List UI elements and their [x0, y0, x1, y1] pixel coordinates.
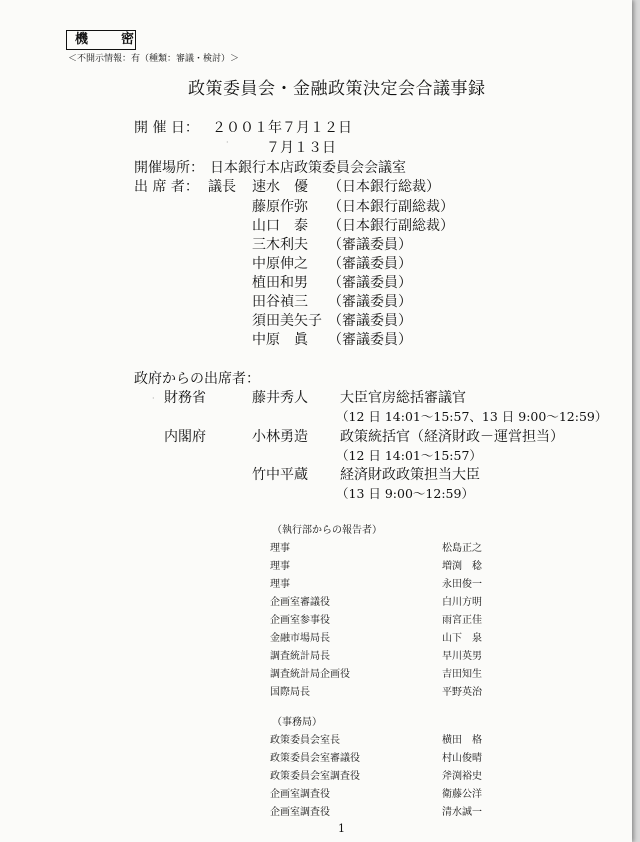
gov-title: 政策統括官（経済財政－運営担当）	[340, 429, 564, 445]
sec-title: 政策委員会室調査役	[270, 771, 360, 782]
exec-title: 企画室審議役	[270, 597, 330, 608]
attendee-name: 山口 泰	[252, 218, 308, 234]
exec-title: 調査統計局企画役	[270, 669, 350, 680]
exec-name: 平野英治	[442, 687, 482, 698]
exec-name: 雨宮正佳	[442, 615, 482, 626]
exec-name: 永田俊一	[442, 579, 482, 590]
sec-name: 村山俊晴	[442, 753, 482, 764]
gov-title: 経済財政政策担当大臣	[340, 467, 480, 483]
attendee-role: （日本銀行副総裁）	[328, 218, 454, 234]
date-2: ７月１３日	[266, 140, 336, 156]
attendees-label: 出 席 者：	[134, 179, 199, 195]
secretariat-label: （事務局）	[272, 717, 322, 728]
attendee-role: （日本銀行総裁）	[328, 179, 440, 195]
gov-time: （12 日 14:01～15:57、13 日 9:00～12:59）	[336, 409, 608, 424]
government-label: 政府からの出席者：	[134, 371, 260, 387]
sec-name: 横田 格	[442, 735, 482, 746]
document-title: 政策委員会・金融政策決定会合議事録	[188, 79, 486, 99]
attendee-role: （日本銀行副総裁）	[328, 199, 454, 215]
attendee-name: 須田美矢子	[252, 313, 322, 329]
gov-name: 藤井秀人	[252, 390, 308, 406]
exec-title: 金融市場局長	[270, 633, 330, 644]
place-label: 開催場所：	[134, 160, 204, 176]
attendee-role: （審議委員）	[328, 313, 412, 329]
gov-ministry: 財務省	[164, 390, 206, 406]
sec-title: 政策委員会室審議役	[270, 753, 360, 764]
sec-title: 企画室調査役	[270, 789, 330, 800]
attendee-role: （審議委員）	[328, 275, 412, 291]
attendee-role: （審議委員）	[328, 332, 412, 348]
date-1: ２００１年７月１２日	[212, 120, 352, 136]
sec-title: 企画室調査役	[270, 807, 330, 818]
attendee-name: 田谷禎三	[252, 294, 308, 310]
exec-title: 理事	[270, 579, 290, 590]
place-value: 日本銀行本店政策委員会会議室	[210, 160, 406, 176]
attendee-role: （審議委員）	[328, 237, 412, 253]
attendee-name: 植田和男	[252, 275, 308, 291]
exec-name: 松島正之	[442, 543, 482, 554]
gov-ministry: 内閣府	[164, 429, 206, 445]
attendee-name: 中原伸之	[252, 256, 308, 272]
exec-name: 吉田知生	[442, 669, 482, 680]
exec-name: 白川方明	[442, 597, 482, 608]
gov-name: 竹中平蔵	[252, 467, 308, 483]
scan-mark: ·	[226, 138, 229, 147]
scan-mark: ·	[152, 394, 155, 403]
exec-name: 早川英男	[442, 651, 482, 662]
sec-name: 斧渕裕史	[442, 771, 482, 782]
chair-label: 議長	[208, 179, 236, 195]
sec-title: 政策委員会室長	[270, 735, 340, 746]
attendee-name: 藤原作弥	[252, 199, 308, 215]
exec-title: 国際局長	[270, 687, 310, 698]
sec-name: 清水誠一	[442, 807, 482, 818]
exec-title: 理事	[270, 543, 290, 554]
disclosure-note: ＜不開示情報：有（種類：審議・検討）＞	[68, 54, 240, 64]
attendee-role: （審議委員）	[328, 256, 412, 272]
sec-name: 衛藤公洋	[442, 789, 482, 800]
exec-name: 増渕 稔	[442, 561, 482, 572]
gov-time: （12 日 14:01～15:57）	[336, 448, 482, 463]
attendee-name: 三木利夫	[252, 237, 308, 253]
executive-label: （執行部からの報告者）	[272, 525, 382, 536]
exec-title: 理事	[270, 561, 290, 572]
date-label: 開 催 日：	[134, 120, 199, 136]
attendee-name: 速水 優	[252, 179, 308, 195]
exec-title: 企画室参事役	[270, 615, 330, 626]
page-number: 1	[338, 822, 345, 835]
attendee-name: 中原 眞	[252, 332, 308, 348]
gov-title: 大臣官房総括審議官	[340, 390, 466, 406]
gov-time: （13 日 9:00～12:59）	[336, 486, 474, 501]
gov-name: 小林勇造	[252, 429, 308, 445]
confidential-stamp: 機 密	[66, 30, 136, 50]
attendee-role: （審議委員）	[328, 294, 412, 310]
exec-name: 山下 泉	[442, 633, 482, 644]
exec-title: 調査統計局長	[270, 651, 330, 662]
